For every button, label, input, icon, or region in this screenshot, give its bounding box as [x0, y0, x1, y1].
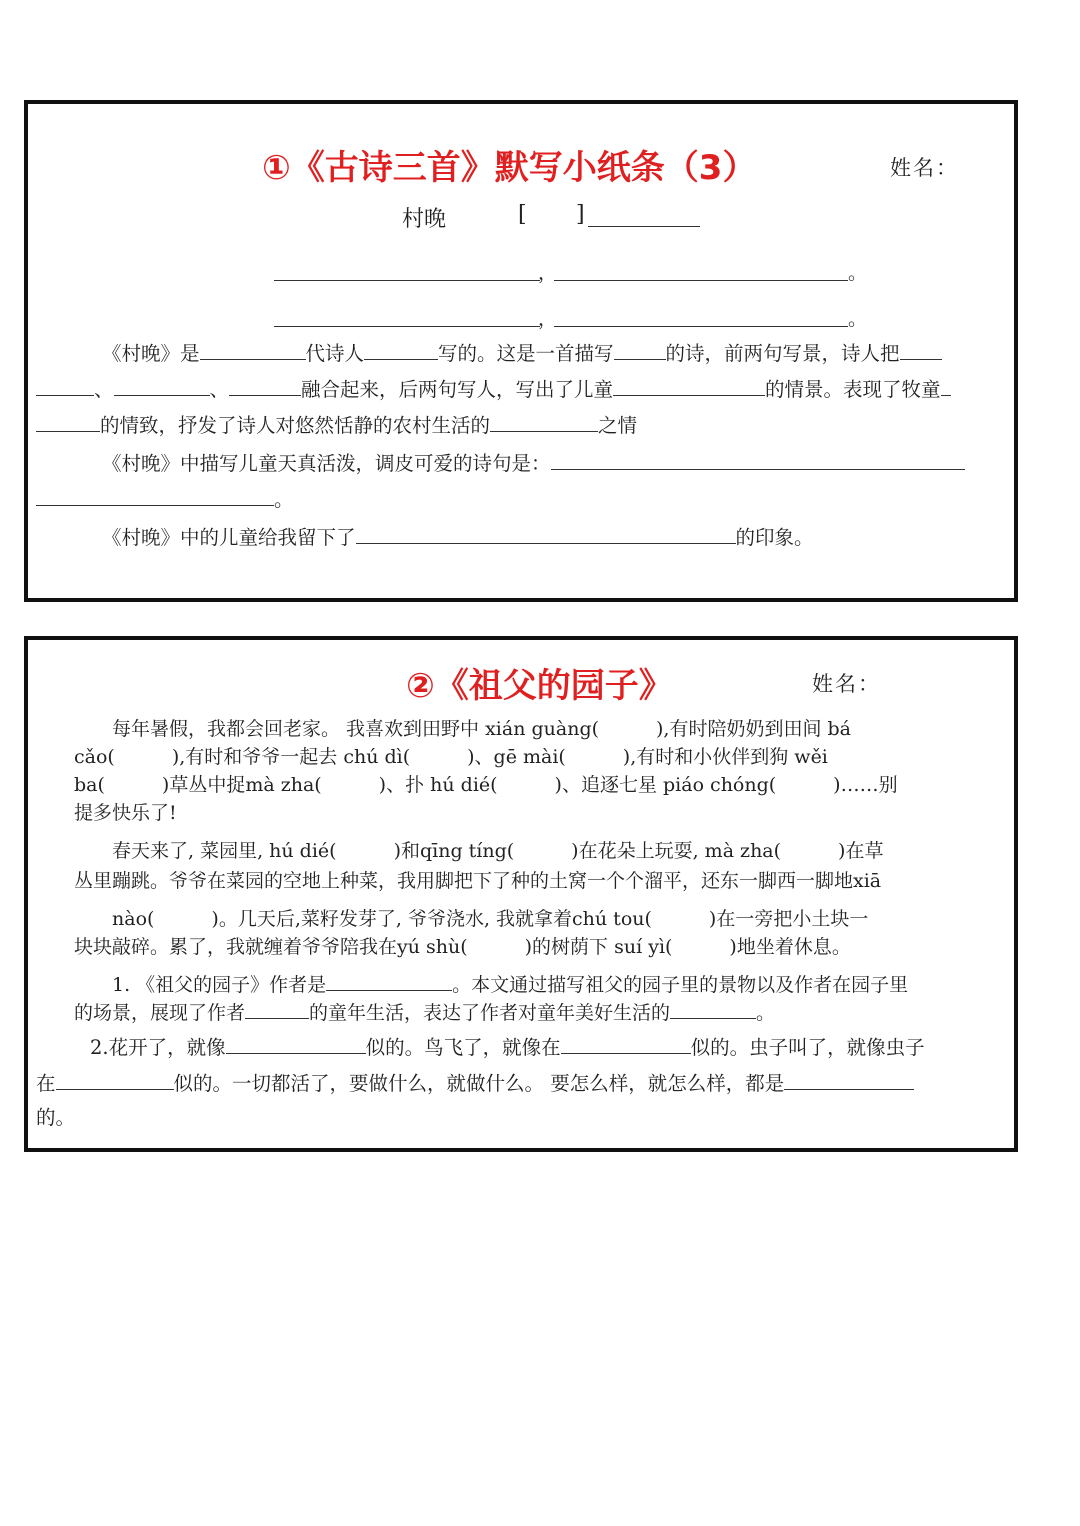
blank-childhood[interactable] [245, 999, 309, 1019]
text: 《村晚》中描写儿童天真活泼，调皮可爱的诗句是： [102, 452, 551, 475]
poem-line-1a[interactable] [274, 260, 540, 281]
card2-name-label: 姓名： [812, 672, 881, 696]
poem-title: 村晚 [402, 207, 447, 232]
text: 。本文通过描写祖父的园子里的景物以及作者在园子里 [452, 974, 909, 996]
blank-insect[interactable] [56, 1070, 174, 1091]
blank-scene[interactable] [614, 340, 666, 361]
text: 在 [36, 1072, 56, 1095]
blank-dynasty[interactable] [200, 340, 306, 361]
blank-item-1b[interactable] [36, 376, 94, 397]
text: 的情景。表现了牧童 [765, 378, 941, 401]
period-2: 。 [848, 308, 868, 330]
text: 1. 《祖父的园子》作者是 [112, 974, 327, 996]
para1-line-4: 提多快乐了! [74, 802, 177, 824]
text: 的印象。 [735, 526, 814, 549]
poem-line-1b[interactable] [554, 260, 848, 281]
card1-title: ①《古诗三首》默写小纸条（3） [262, 148, 757, 188]
card1-para-line-3 [36, 408, 637, 444]
blank-item-1a[interactable] [900, 340, 942, 361]
bracket-close: ] [576, 202, 585, 227]
para1-line-2: cǎo( ),有时和爷爷一起去 chú dì( )、gē mài( ),有时和小伙伴到狗 wěi [74, 746, 828, 768]
poem-line-2b[interactable] [554, 306, 848, 327]
q2-line-1 [90, 1030, 925, 1066]
poet-blank[interactable] [588, 204, 700, 227]
text: 的诗，前两句写景，诗人把 [665, 342, 900, 365]
para2-line-1: 春天来了, 菜园里, hú dié( )和qīng tíng( )在花朵上玩耍, mà zha( )在草 [112, 840, 884, 862]
text: 代诗人 [305, 342, 365, 365]
q1-line-2 [74, 998, 775, 1025]
card1-para-line-1 [102, 336, 942, 372]
card1-name-label: 姓名： [890, 156, 959, 180]
blank-children[interactable] [613, 376, 765, 397]
text: 似的。鸟飞了，就像在 [365, 1036, 561, 1059]
q2-line-3: 的。 [36, 1106, 76, 1129]
text: 、 [94, 378, 114, 401]
text: 2.花开了，就像 [90, 1036, 226, 1059]
blank-bird[interactable] [561, 1034, 691, 1055]
card1-para-line-5 [36, 482, 294, 518]
text: 写的。这是一首描写 [438, 342, 614, 365]
card1-para-line-4 [102, 446, 965, 482]
text: 。 [274, 488, 294, 511]
blank-item-3[interactable] [229, 376, 301, 397]
text: 《村晚》是 [102, 342, 200, 365]
card1-para-line-2 [36, 372, 951, 408]
comma-2: ， [538, 308, 558, 330]
q1-line-1 [112, 970, 908, 997]
comma-1: ， [538, 262, 558, 284]
text: 的场景，展现了作者 [74, 1002, 246, 1024]
blank-verse-a[interactable] [551, 450, 965, 471]
poem-line-2a[interactable] [274, 306, 540, 327]
text: 的童年生活，表达了作者对童年美好生活的 [309, 1002, 671, 1024]
text: 似的。虫子叫了，就像虫子 [690, 1036, 925, 1059]
text: 之情 [598, 414, 638, 437]
card1-para-line-6 [102, 520, 814, 556]
text: 的情致，抒发了诗人对悠然恬静的农村生活的 [100, 414, 491, 437]
worksheet-card-1 [24, 100, 1018, 602]
card2-title: ②《祖父的园子》 [406, 666, 673, 706]
para2-line-4: 块块敲碎。累了，我就缠着爷爷陪我在yú shù( )的树荫下 suí yì( )地坐着休息。 [74, 936, 851, 958]
blank-author[interactable] [326, 971, 452, 991]
blank-verse-b[interactable] [36, 486, 274, 507]
bracket-open: [ [518, 202, 527, 227]
blank-poet[interactable] [364, 340, 438, 361]
blank-free[interactable] [784, 1070, 914, 1091]
blank-herdboy-b[interactable] [36, 412, 100, 433]
text: 、 [209, 378, 230, 401]
text: 《村晚》中的儿童给我留下了 [102, 526, 356, 549]
para1-line-3: ba( )草丛中捉mà zha( )、扑 hú dié( )、追逐七星 piáo chóng( )……别 [74, 774, 898, 796]
blank-feeling[interactable] [490, 412, 598, 433]
blank-flower[interactable] [226, 1034, 366, 1055]
blank-impression[interactable] [356, 524, 736, 545]
para2-line-3: nào( )。几天后,菜籽发芽了, 爷爷浇水, 我就拿着chú tou( )在一旁把小土块一 [112, 908, 869, 930]
blank-emotion[interactable] [670, 999, 756, 1019]
q2-line-2 [36, 1066, 914, 1102]
blank-item-2[interactable] [114, 376, 210, 397]
text: 融合起来，后两句写人，写出了儿童 [301, 378, 614, 401]
blank-herdboy-a[interactable] [941, 376, 951, 397]
text: 似的。一切都活了，要做什么，就做什么。 要怎么样，就怎么样，都是 [173, 1072, 785, 1095]
period-1: 。 [848, 262, 868, 284]
worksheet-card-2 [24, 636, 1018, 1152]
para2-line-2: 丛里蹦跳。爷爷在菜园的空地上种菜，我用脚把下了种的土窝一个个溜平，还东一脚西一脚地xiā [74, 870, 882, 892]
text: 。 [756, 1002, 776, 1024]
para1-line-1: 每年暑假，我都会回老家。 我喜欢到田野中 xián guàng( ),有时陪奶奶到田间 bá [112, 718, 851, 740]
